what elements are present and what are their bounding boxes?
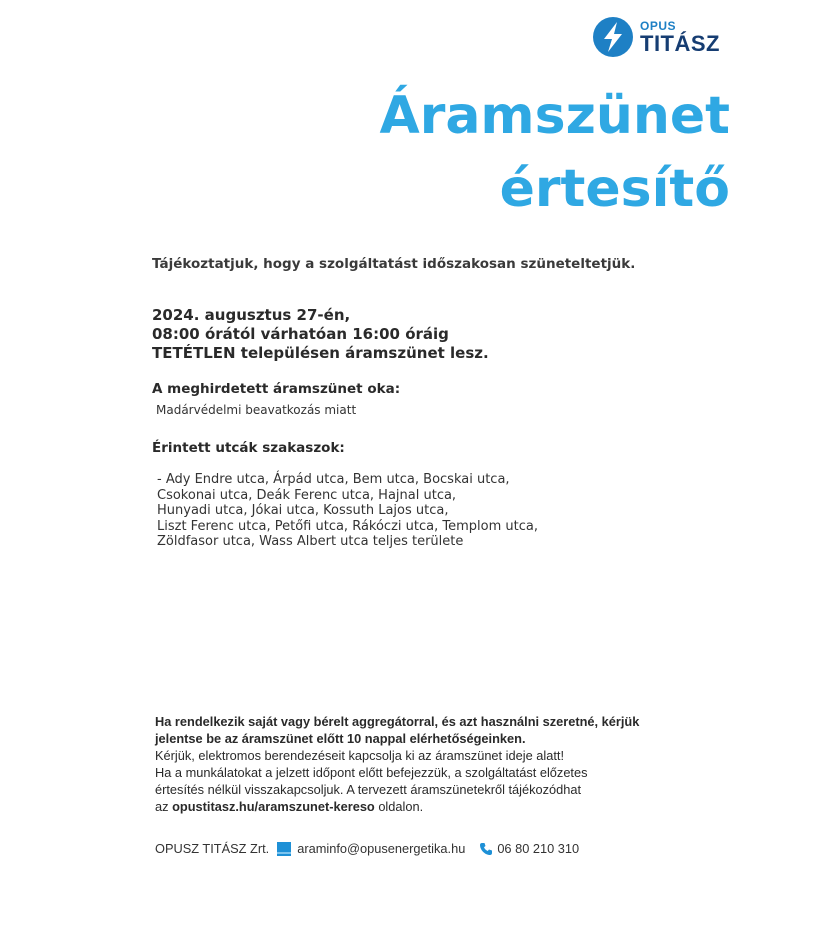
- streets-label: Érintett utcák szakaszok:: [152, 440, 345, 456]
- title-line-1: Áramszünet: [379, 86, 730, 146]
- notice-link-prefix: az: [155, 799, 169, 814]
- notice-line: Kérjük, elektromos berendezéseit kapcsolja ki az áramszünet ideje alatt!: [155, 748, 564, 763]
- contact-footer: [155, 841, 579, 856]
- streets-list: [157, 472, 538, 550]
- notice-link-line: [155, 798, 639, 815]
- company-name: OPUSZ TITÁSZ Zrt.: [155, 841, 270, 856]
- streets-line: - Ady Endre utca, Árpád utca, Bem utca, Bocskai utca,: [157, 472, 510, 487]
- notice-line: Ha a munkálatokat a jelzett időpont előtt befejezzük, a szolgáltatást előzetes: [155, 765, 588, 780]
- notice-bold-line: jelentse be az áramszünet előtt 10 nappal elérhetőségeinken.: [155, 731, 526, 746]
- notice-block: [155, 713, 639, 815]
- mail-icon: [277, 842, 291, 856]
- reason-label: A meghirdetett áramszünet oka:: [152, 381, 401, 397]
- outage-search-link[interactable]: opustitasz.hu/aramszunet-kereso: [172, 799, 375, 814]
- company-logo: [592, 15, 720, 59]
- contact-phone[interactable]: 06 80 210 310: [497, 841, 580, 856]
- outage-details: [152, 306, 489, 363]
- streets-line: Liszt Ferenc utca, Petőfi utca, Rákóczi utca, Templom utca,: [157, 518, 538, 534]
- notice-link-suffix: oldalon.: [378, 799, 424, 814]
- lightning-bolt-icon: [592, 16, 634, 58]
- intro-text: Tájékoztatjuk, hogy a szolgáltatást időszakosan szüneteltetjük.: [152, 256, 636, 272]
- logo-bottom-text: TITÁSZ: [640, 30, 720, 56]
- title-line-2: értesítő: [499, 159, 730, 219]
- phone-icon: [479, 842, 493, 856]
- outage-time: 08:00 órától várhatóan 16:00 óráig: [152, 325, 449, 343]
- logo-wordmark: [640, 20, 720, 55]
- outage-date: 2024. augusztus 27-én,: [152, 306, 351, 324]
- outage-place: TETÉTLEN településen áramszünet lesz.: [152, 344, 489, 362]
- logo-top-text: OPUS: [640, 18, 677, 33]
- streets-line: Zöldfasor utca, Wass Albert utca teljes területe: [157, 534, 464, 549]
- contact-email[interactable]: araminfo@opusenergetika.hu: [297, 841, 466, 856]
- notice-line: értesítés nélkül visszakapcsoljuk. A tervezett áramszünetekről tájékozódhat: [155, 782, 582, 797]
- reason-text: Madárvédelmi beavatkozás miatt: [156, 403, 357, 417]
- notice-bold-line: Ha rendelkezik saját vagy bérelt aggregátorral, és azt használni szeretné, kérjük: [155, 714, 640, 729]
- streets-line: Hunyadi utca, Jókai utca, Kossuth Lajos utca,: [157, 503, 449, 518]
- streets-line: Csokonai utca, Deák Ferenc utca, Hajnal utca,: [157, 487, 457, 503]
